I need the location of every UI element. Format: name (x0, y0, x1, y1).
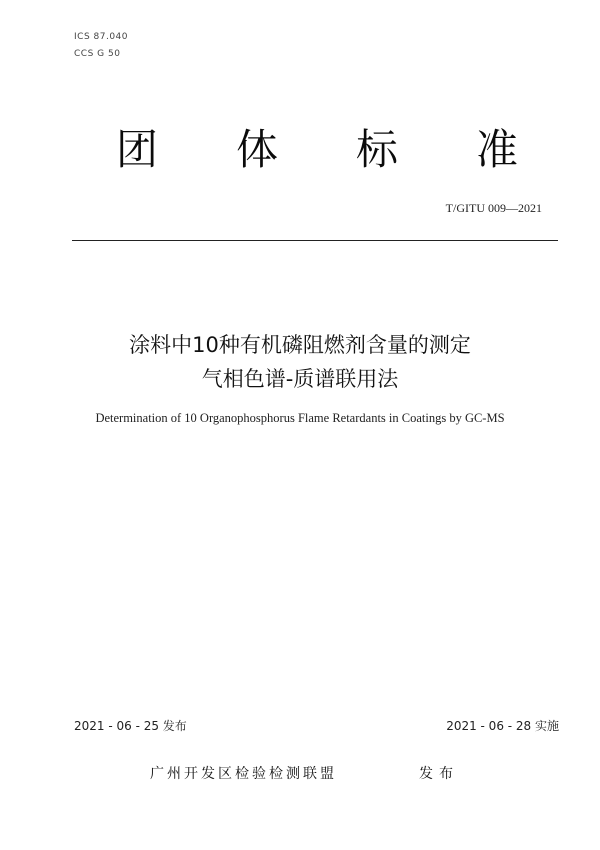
standard-number: T/GITU 009—2021 (445, 201, 542, 215)
header-divider (72, 240, 558, 241)
document-type-title (0, 122, 600, 182)
chinese-title-line-2: 气相色谱-质谱联用法 (201, 367, 399, 391)
implement-date: 2021 - 06 - 28 实施 (446, 719, 559, 733)
ccs-code: CCS G 50 (74, 49, 121, 59)
publisher-action: 发布 (419, 766, 459, 782)
document-type-char: 团 (116, 125, 159, 174)
ics-code: ICS 87.040 (74, 32, 129, 42)
publisher-name: 广州开发区检验检测联盟 (150, 766, 337, 782)
english-title: Determination of 10 Organophosphorus Flame Retardants in Coatings by GC-MS (95, 411, 505, 425)
publish-date: 2021 - 06 - 25 发布 (74, 719, 187, 733)
document-type-char: 准 (476, 125, 519, 174)
classification-codes (74, 29, 128, 63)
document-type-char: 体 (236, 125, 279, 174)
document-type-char: 标 (356, 125, 399, 174)
chinese-title-line-1: 涂料中10种有机磷阻燃剂含量的测定 (129, 333, 471, 357)
